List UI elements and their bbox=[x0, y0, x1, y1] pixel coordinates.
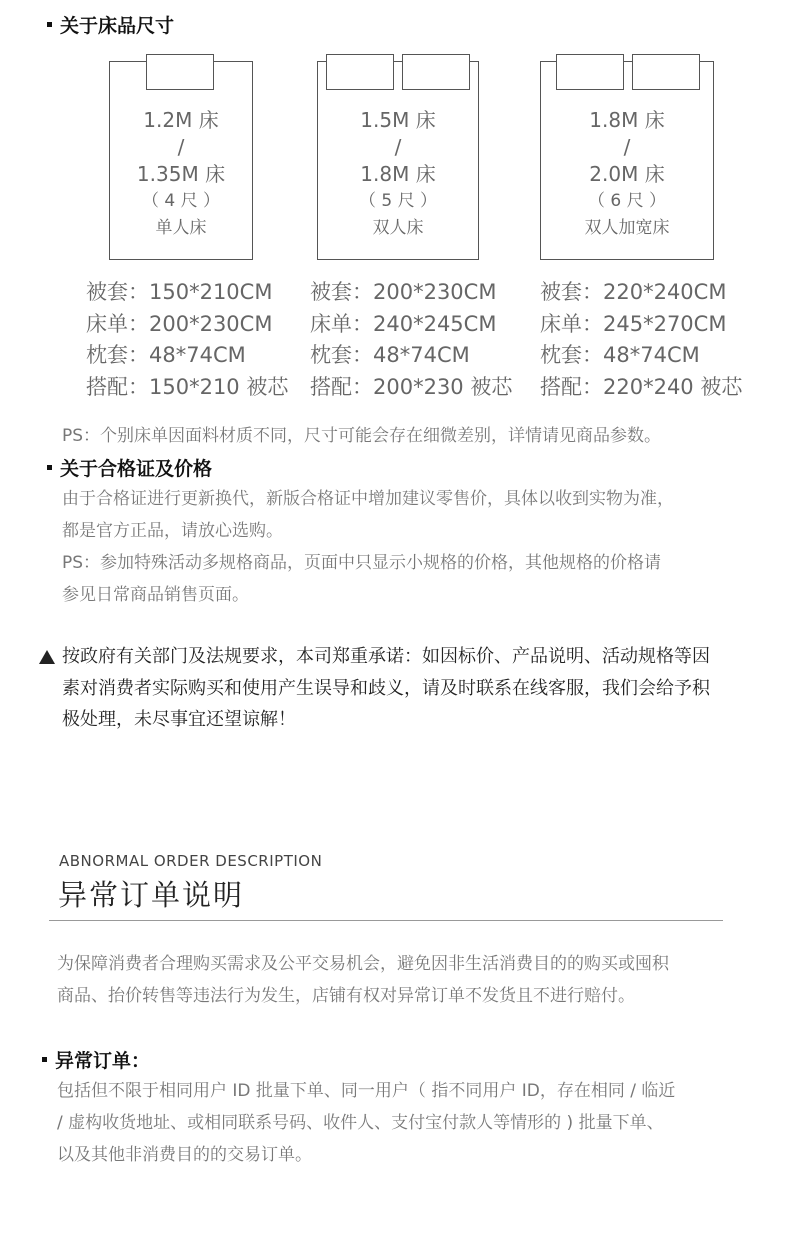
pillow-shape bbox=[326, 54, 394, 90]
pillow-shape bbox=[556, 54, 624, 90]
bed-slash: / bbox=[394, 135, 402, 159]
title-divider bbox=[49, 920, 723, 921]
size-ps-note: PS：个别床单因面料材质不同，尺寸可能会存在细微差别，详情请见商品参数。 bbox=[62, 426, 662, 446]
bed-size-a: 1.8M 床 bbox=[589, 108, 665, 132]
bullet-square-icon bbox=[42, 1057, 47, 1062]
abnormal-intro bbox=[57, 948, 669, 1012]
bed-size-a: 1.5M 床 bbox=[360, 108, 436, 132]
abnormal-cn-title: 异常订单说明 bbox=[58, 878, 245, 912]
bed-size-b: 1.8M 床 bbox=[360, 162, 436, 186]
spec-sheet: 床单：200*230CM bbox=[86, 311, 273, 336]
cert-line: 都是官方正品，请放心选购。 bbox=[62, 521, 283, 541]
pillow-shape bbox=[632, 54, 700, 90]
bed-feet: （ 5 尺 ） bbox=[358, 191, 438, 211]
detail-line: 包括但不限于相同用户 ID 批量下单、同一用户（ 指不同用户 ID，存在相同 / 临近 bbox=[57, 1081, 676, 1101]
spec-sheet: 床单：245*270CM bbox=[540, 311, 727, 336]
spec-list-king bbox=[540, 277, 742, 403]
spec-match: 搭配：150*210 被芯 bbox=[86, 374, 289, 399]
spec-match: 搭配：200*230 被芯 bbox=[310, 374, 513, 399]
abnormal-sub-title: 异常订单： bbox=[42, 1046, 150, 1073]
spec-pillowcase: 枕套：48*74CM bbox=[86, 343, 246, 367]
bed-size-a: 1.2M 床 bbox=[143, 108, 219, 132]
spec-pillowcase: 枕套：48*74CM bbox=[310, 343, 470, 367]
warning-triangle-icon bbox=[39, 650, 55, 664]
spec-duvet: 被套：150*210CM bbox=[86, 280, 273, 304]
notice-line: 素对消费者实际购买和使用产生误导和歧义，请及时联系在线客服，我们会给予积 bbox=[62, 677, 710, 699]
notice-line: 按政府有关部门及法规要求，本司郑重承诺：如因标价、产品说明、活动规格等因 bbox=[62, 646, 710, 667]
bed-size-b: 1.35M 床 bbox=[136, 162, 226, 186]
spec-pillowcase: 枕套：48*74CM bbox=[540, 343, 700, 367]
bed-type: 单人床 bbox=[155, 218, 207, 238]
spec-duvet: 被套：200*230CM bbox=[310, 280, 497, 304]
abnormal-en-title: ABNORMAL ORDER DESCRIPTION bbox=[59, 852, 323, 870]
pillow-shape bbox=[402, 54, 470, 90]
cert-section-title: 关于合格证及价格 bbox=[47, 454, 212, 481]
spec-list-double bbox=[310, 277, 512, 403]
cert-line: PS：参加特殊活动多规格商品，页面中只显示小规格的价格，其他规格的价格请 bbox=[62, 553, 662, 573]
spec-sheet: 床单：240*245CM bbox=[310, 311, 497, 336]
bed-size-b: 2.0M 床 bbox=[589, 162, 665, 186]
spec-match: 搭配：220*240 被芯 bbox=[540, 374, 743, 399]
bed-feet: （ 6 尺 ） bbox=[587, 191, 667, 211]
abnormal-detail bbox=[57, 1075, 675, 1171]
bed-diagram-king bbox=[540, 61, 714, 260]
intro-line: 为保障消费者合理购买需求及公平交易机会，避免因非生活消费目的的购买或囤积 bbox=[57, 954, 669, 974]
bed-diagram-double bbox=[317, 61, 479, 260]
intro-line: 商品、抬价转售等违法行为发生，店铺有权对异常订单不发货且不进行赔付。 bbox=[57, 986, 635, 1006]
cert-line: 由于合格证进行更新换代，新版合格证中增加建议零售价，具体以收到实物为准， bbox=[62, 489, 674, 509]
legal-notice bbox=[62, 641, 710, 736]
bullet-square-icon bbox=[47, 465, 52, 470]
cert-line: 参见日常商品销售页面。 bbox=[62, 585, 249, 605]
pillow-shape bbox=[146, 54, 214, 90]
spec-duvet: 被套：220*240CM bbox=[540, 280, 727, 304]
detail-line: / 虚构收货地址、或相同联系号码、收件人、支付宝付款人等情形的 ) 批量下单、 bbox=[57, 1113, 664, 1133]
bed-type: 双人床 bbox=[372, 218, 424, 238]
bed-type: 双人加宽床 bbox=[584, 218, 670, 238]
bullet-square-icon bbox=[47, 22, 52, 27]
spec-list-single bbox=[86, 277, 288, 403]
bed-slash: / bbox=[177, 135, 185, 159]
notice-line: 极处理，未尽事宜还望谅解！ bbox=[62, 709, 296, 730]
bed-diagram-single bbox=[109, 61, 253, 260]
detail-line: 以及其他非消费目的的交易订单。 bbox=[57, 1145, 312, 1165]
bed-feet: （ 4 尺 ） bbox=[141, 191, 221, 211]
bed-slash: / bbox=[623, 135, 631, 159]
cert-text bbox=[62, 483, 674, 611]
size-section-title: 关于床品尺寸 bbox=[47, 11, 174, 38]
